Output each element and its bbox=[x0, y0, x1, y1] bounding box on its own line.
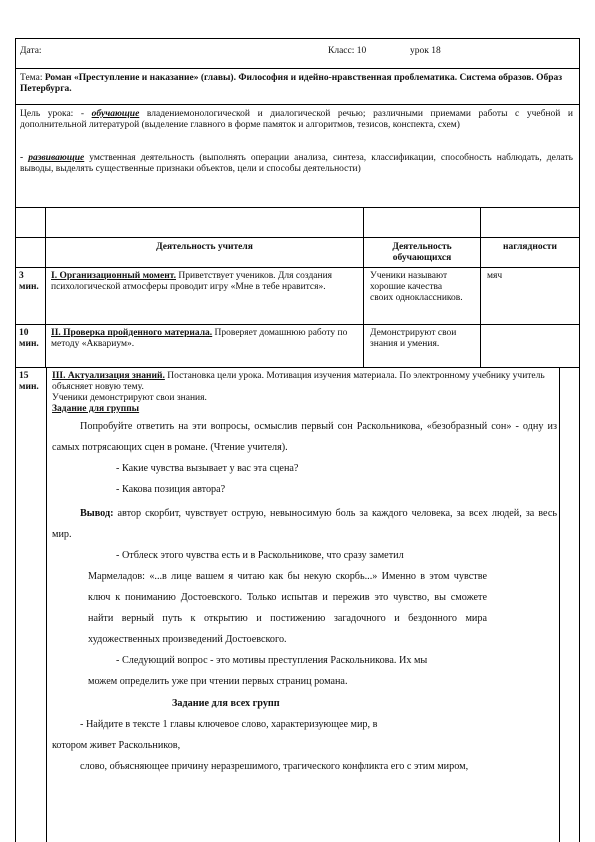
stage-description: I. Организационный момент. Приветствует учеников. Для создания психологической атмосферы проводит игру «Мне в тебе нравится». bbox=[51, 271, 333, 292]
paragraph: Мармеладов: «...в лице вашем я читаю как бы некую скорбь...» Именно в этом чувстве ключ к пониманию Достоевского. Только испытав и пережив это чувство, вы сможете найти верный путь к открытию и постижению загадочного и бездонного мира художественных произведений Достоевского. bbox=[88, 571, 487, 645]
stage-row bbox=[16, 325, 579, 368]
date-label: Дата: bbox=[20, 46, 42, 56]
topic-text: Тема: Роман «Преступление и наказание» (главы). Философия и идейно-нравственная проблематика. Система образов. Образ Петербурга. bbox=[20, 73, 563, 94]
paragraph: - Найдите в тексте 1 главы ключевое слово, характеризующее мир, в bbox=[80, 719, 378, 730]
class-label: Класс: 10 bbox=[328, 46, 367, 56]
stage-visual: мяч bbox=[487, 271, 503, 281]
students-column-header: Деятельность обучающихся bbox=[392, 242, 452, 263]
paragraph: - Следующий вопрос - это мотивы преступления Раскольникова. Их мы bbox=[116, 655, 428, 666]
all-groups-heading: Задание для всех групп bbox=[172, 698, 280, 709]
stage-row bbox=[16, 368, 579, 842]
visual-column-header: наглядности bbox=[503, 242, 557, 252]
paragraph: Попробуйте ответить на эти вопросы, осмыслив первый сон Раскольникова, «безобразный сон» - одну из самых потрясающих сцен в романе. (Чтение учителя). bbox=[52, 421, 557, 453]
topic-row bbox=[16, 69, 579, 105]
stage-time: 10 мин. bbox=[19, 328, 39, 349]
group-task-heading: Задание для группы bbox=[52, 404, 140, 414]
stage-time: 15 мин. bbox=[19, 371, 39, 392]
question: - Какова позиция автора? bbox=[116, 484, 226, 495]
column-header-row bbox=[16, 238, 579, 268]
header-row bbox=[16, 39, 579, 69]
goal-row bbox=[16, 105, 579, 208]
spacer-row bbox=[16, 208, 579, 238]
conclusion: Вывод: автор скорбит, чувствует острую, невыносимую боль за каждого человека, за всех людей, за весь мир. bbox=[52, 508, 557, 540]
lesson-plan-table bbox=[15, 38, 580, 842]
paragraph: можем определить уже при чтении первых страниц романа. bbox=[88, 676, 348, 687]
stage-time: 3 мин. bbox=[19, 271, 39, 292]
topic-label: Тема: bbox=[20, 73, 43, 83]
stage-title: III. Актуализация знаний. bbox=[52, 371, 165, 381]
stage-students: Демонстрируют свои знания и умения. bbox=[370, 328, 457, 349]
stage-description: III. Актуализация знаний. Постановка цели урока. Мотивация изучения материала. По электронному учебнику учитель объясняет новую тему. Ученики демонстрируют свои знания. Задание для группы Попробуйте ответить на эти вопросы, осмыслив первый сон Раскольникова, «безобразный сон» - одну из самых потрясающих сцен в романе. (Чтение учителя). - Какие чувства вызывает у вас эта сцена? - Какова позиция автора? Вывод: автор скорбит, чувствует острую, невыносимую боль за каждого человека, за всех людей, за весь мир. - Отблеск этого чувства есть и в Раскольникове, что сразу заметил Мармеладов: «...в лице вашем я читаю как бы некую скорбь...» Именно в этом чувстве ключ к пониманию Достоевского. Только испытав и пережив это чувство, вы сможете найти верный путь к открытию и постижению загадочного и бездонного мира художественных произведений Достоевского. - Следующий вопрос - это мотивы преступления Раскольникова. Их мы можем определить уже при чтении первых страниц романа. Задание для всех групп - Найдите в тексте 1 главы ключевое слово, характеризующее мир, в котором живет Раскольников, слово, объясняющее причину неразрешимого, трагического конфликта его с этим миром, bbox=[52, 371, 557, 777]
stage-students: Ученики называют хорошие качества своих одноклассников. bbox=[370, 271, 463, 303]
question: - Какие чувства вызывает у вас эта сцена? bbox=[116, 463, 299, 474]
paragraph: слово, объясняющее причину неразрешимого, трагического конфликта его с этим миром, bbox=[80, 761, 469, 772]
lesson-number: урок 18 bbox=[410, 46, 441, 56]
stage-description: II. Проверка пройденного материала. Проверяет домашнюю работу по методу «Аквариум». bbox=[51, 328, 348, 349]
goal-developing: - развивающие умственная деятельность (выполнять операции анализа, синтеза, классификации, способность наблюдать, делать выводы, выделять существенные признаки объектов, цели и способы деятельности) bbox=[20, 153, 574, 174]
goal-learning: Цель урока: - обучающие владениемонологической и диалогической речью; различными приемами работы с учебной и дополнительной литературой (выделение главного в форме памяток и алгоритмов, тезисов, конспекта, схем) bbox=[20, 109, 573, 130]
goal-label: Цель урока: - bbox=[20, 109, 85, 119]
stage-row bbox=[16, 268, 579, 325]
paragraph: котором живет Раскольников, bbox=[52, 740, 181, 751]
teacher-column-header: Деятельность учителя bbox=[156, 242, 253, 252]
paragraph: - Отблеск этого чувства есть и в Раскольникове, что сразу заметил bbox=[116, 550, 404, 561]
